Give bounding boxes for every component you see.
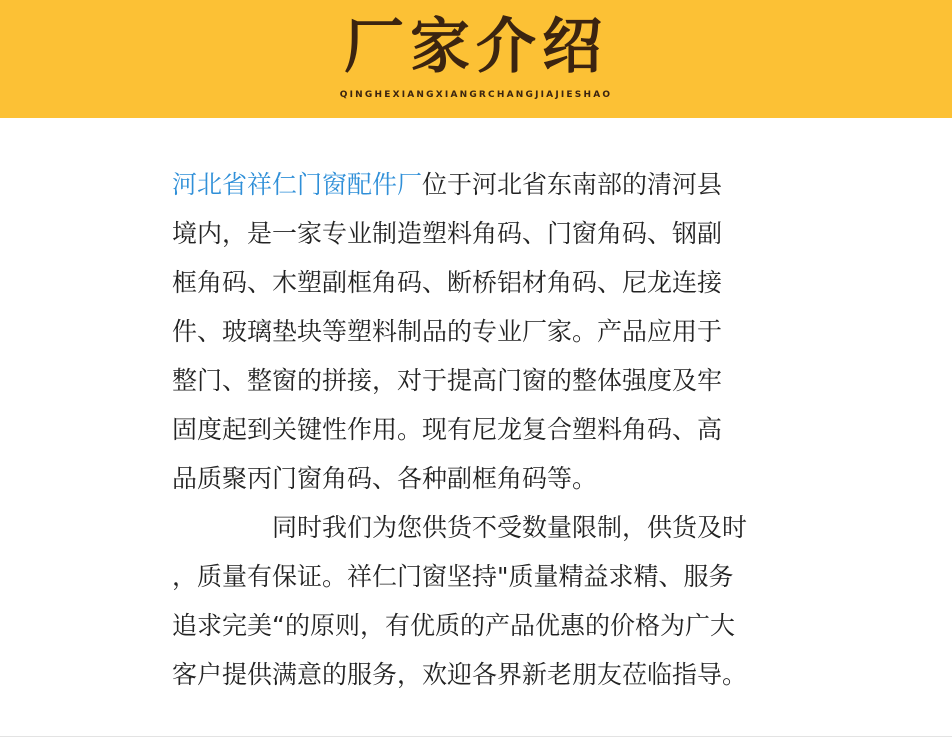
intro-line-4: 件、玻璃垫块等塑料制品的专业厂家。产品应用于	[172, 317, 723, 346]
intro-line-11: 客户提供满意的服务，欢迎各界新老朋友莅临指导。	[172, 660, 748, 689]
page-subtitle-pinyin: QINGHEXIANGXIANGRCHANGJIAJIESHAO	[339, 90, 613, 100]
intro-line-1	[172, 160, 812, 209]
intro-line-6: 固度起到关键性作用。现有尼龙复合塑料角码、高	[172, 415, 723, 444]
bottom-divider	[0, 736, 952, 737]
intro-line-5: 整门、整窗的拼接，对于提高门窗的整体强度及牢	[172, 366, 723, 395]
intro-line-8-text: 同时我们为您供货不受数量限制，供货及时	[272, 513, 748, 542]
intro-line-1-text: 位于河北省东南部的清河县	[422, 170, 723, 199]
intro-line-7: 品质聚丙门窗角码、各种副框角码等。	[172, 464, 598, 493]
intro-line-9: ，质量有保证。祥仁门窗坚持"质量精益求精、服务	[172, 562, 734, 591]
company-introduction	[172, 160, 812, 699]
intro-line-8	[172, 503, 812, 552]
header-banner	[0, 0, 952, 118]
intro-line-2: 境内，是一家专业制造塑料角码、门窗角码、钢副	[172, 219, 723, 248]
intro-line-10: 追求完美“的原则，有优质的产品优惠的价格为广大	[172, 611, 735, 640]
intro-line-3: 框角码、木塑副框角码、断桥铝材角码、尼龙连接	[172, 268, 723, 297]
page-title: 厂家介绍	[344, 12, 608, 82]
company-name: 河北省祥仁门窗配件厂	[172, 170, 423, 199]
